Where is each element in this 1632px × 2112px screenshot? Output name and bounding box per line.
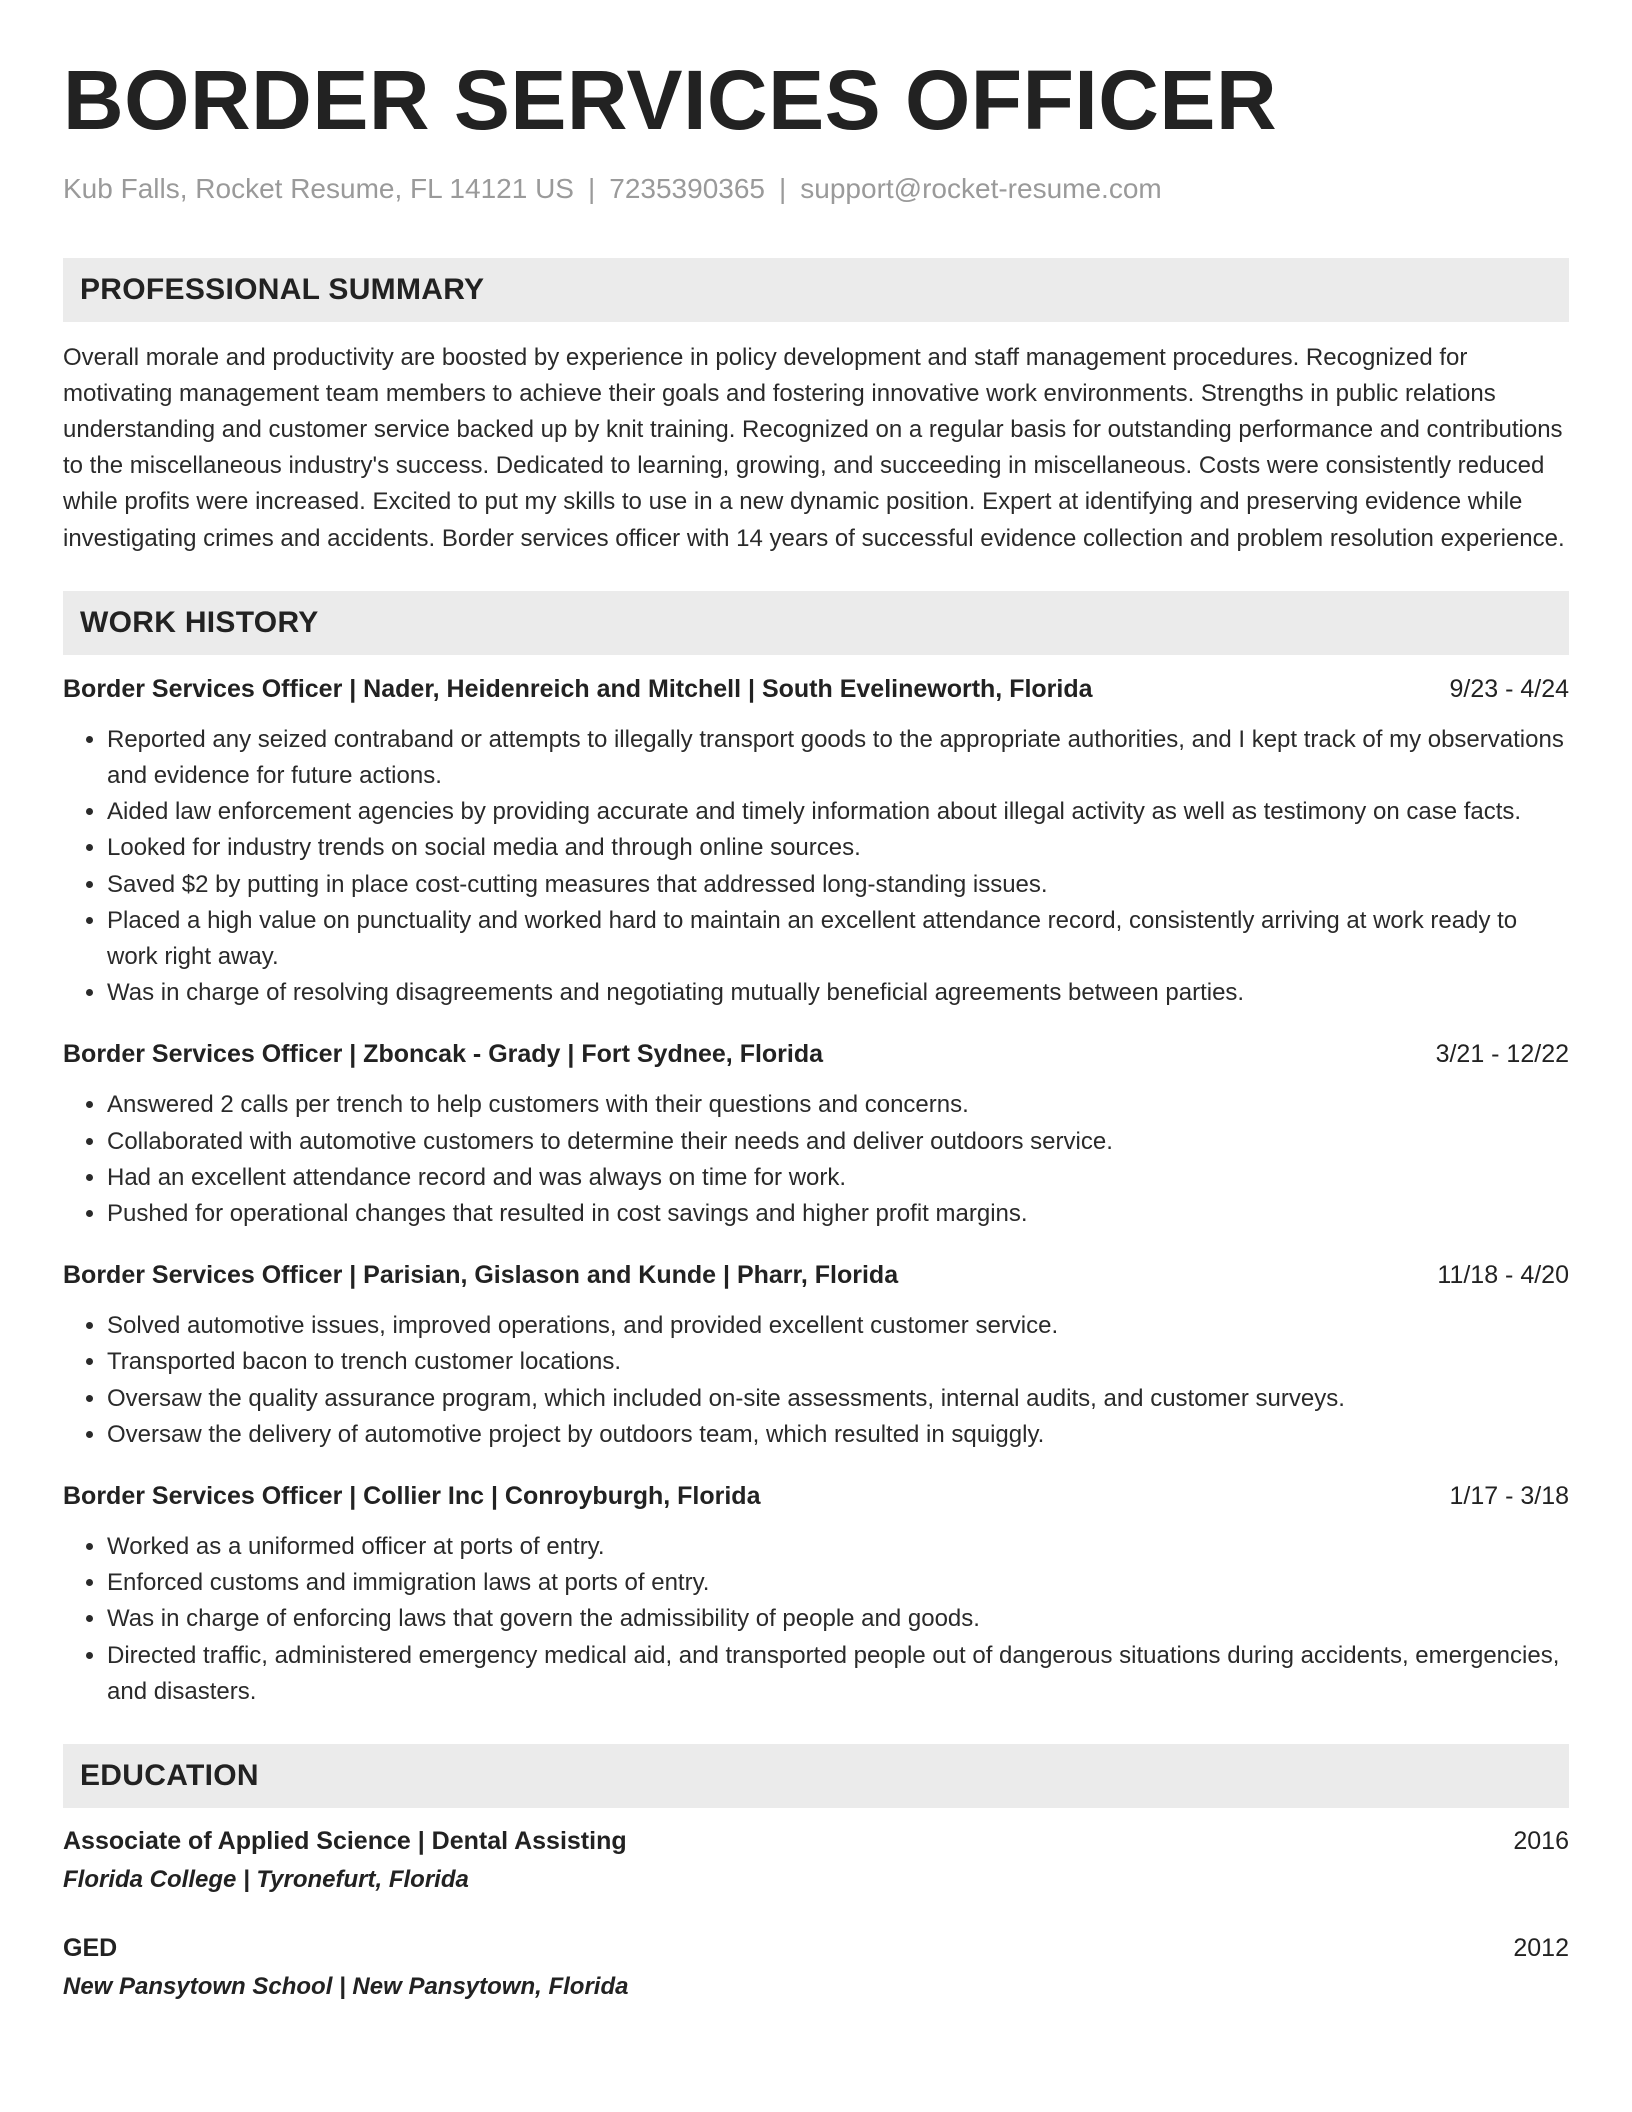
contact-email: support@rocket-resume.com [800, 173, 1162, 204]
job-bullets [63, 722, 1569, 1012]
education-entry [63, 1826, 1569, 1895]
job-bullet: • Had an excellent attendance record and was always on time for work. [107, 1160, 1569, 1196]
contact-separator: | [779, 173, 787, 204]
job-title: Border Services Officer | Zboncak - Grady | Fort Sydnee, Florida [63, 1040, 824, 1069]
job-title: Border Services Officer | Collier Inc | Conroyburgh, Florida [63, 1482, 761, 1511]
education-degree: Associate of Applied Science | Dental Assisting [63, 1827, 627, 1856]
job-bullet: • Aided law enforcement agencies by providing accurate and timely information about illegal activity as well as testimony on case facts. [107, 794, 1569, 830]
job-bullets [63, 1087, 1569, 1232]
education-year: 2012 [1513, 1933, 1569, 1962]
education-degree: GED [63, 1933, 118, 1962]
education-header [63, 1826, 1569, 1856]
job-bullet: • Placed a high value on punctuality and worked hard to maintain an excellent attendance record, consistently arriving at work ready to work right away. [107, 903, 1569, 975]
job-entry [63, 1039, 1569, 1232]
job-header [63, 1039, 1569, 1069]
contact-address: Kub Falls, Rocket Resume, FL 14121 US [63, 173, 574, 204]
job-header [63, 1481, 1569, 1511]
job-bullet: • Transported bacon to trench customer locations. [107, 1344, 1569, 1380]
education-section [63, 1744, 1569, 2002]
job-bullet: • Was in charge of resolving disagreements and negotiating mutually beneficial agreements between parties. [107, 975, 1569, 1011]
job-bullet: • Saved $2 by putting in place cost-cutting measures that addressed long-standing issues. [107, 867, 1569, 903]
work-history-heading: WORK HISTORY [63, 591, 1569, 655]
job-bullet: • Enforced customs and immigration laws at ports of entry. [107, 1565, 1569, 1601]
job-entry [63, 1260, 1569, 1453]
job-header [63, 1260, 1569, 1290]
contact-separator: | [587, 173, 596, 204]
job-dates: 9/23 - 4/24 [1449, 674, 1569, 703]
job-bullet: • Answered 2 calls per trench to help customers with their questions and concerns. [107, 1087, 1569, 1123]
summary-text: Overall morale and productivity are boosted by experience in policy development and staff management procedures. Recognized for motivating management team members to achieve their goals and fostering innovative work environments. Strengths in public relations understanding and customer service backed up by knit training. Recognized on a regular basis for outstanding performance and contributions to the miscellaneous industry's success. Dedicated to learning, growing, and succeeding in miscellaneous. Costs were consistently reduced while profits were increased. Excited to put my skills to use in a new dynamic position. Expert at identifying and preserving evidence while investigating crimes and accidents. Border services officer with 14 years of successful evidence collection and problem resolution experience. [63, 343, 1565, 552]
education-header [63, 1933, 1569, 1963]
job-dates: 1/17 - 3/18 [1449, 1482, 1569, 1511]
contact-line [63, 172, 1569, 206]
job-entry [63, 1481, 1569, 1710]
job-entry [63, 674, 1569, 1012]
job-title: Border Services Officer | Nader, Heidenreich and Mitchell | South Evelineworth, Florida [63, 674, 1093, 703]
work-history-section [63, 591, 1569, 1710]
job-bullet: • Directed traffic, administered emergency medical aid, and transported people out of dangerous situations during accidents, emergencies, and disasters. [107, 1638, 1569, 1710]
education-heading: EDUCATION [63, 1744, 1569, 1808]
job-header [63, 674, 1569, 704]
job-bullet: • Pushed for operational changes that resulted in cost savings and higher profit margins. [107, 1196, 1569, 1232]
job-bullets [63, 1308, 1569, 1453]
summary-heading: PROFESSIONAL SUMMARY [63, 258, 1569, 322]
job-bullet: • Oversaw the quality assurance program, which included on-site assessments, internal audits, and customer surveys. [107, 1381, 1569, 1417]
education-school: Florida College | Tyronefurt, Florida [63, 1866, 469, 1894]
job-bullet: • Collaborated with automotive customers to determine their needs and deliver outdoors service. [107, 1124, 1569, 1160]
education-school: New Pansytown School | New Pansytown, Florida [63, 1972, 629, 2000]
job-bullet: • Reported any seized contraband or attempts to illegally transport goods to the appropriate authorities, and I kept track of my observations and evidence for future actions. [107, 722, 1569, 794]
job-bullet: • Oversaw the delivery of automotive project by outdoors team, which resulted in squiggly. [107, 1417, 1569, 1453]
job-title: Border Services Officer | Parisian, Gislason and Kunde | Pharr, Florida [63, 1261, 899, 1290]
education-entry [63, 1933, 1569, 2002]
job-bullet: • Was in charge of enforcing laws that govern the admissibility of people and goods. [107, 1601, 1569, 1637]
job-bullet: • Looked for industry trends on social media and through online sources. [107, 830, 1569, 866]
education-year: 2016 [1513, 1827, 1569, 1856]
summary-section [63, 258, 1569, 557]
job-dates: 3/21 - 12/22 [1435, 1040, 1569, 1069]
job-bullet: • Solved automotive issues, improved operations, and provided excellent customer service. [107, 1308, 1569, 1344]
contact-phone: 7235390365 [609, 173, 765, 204]
job-dates: 11/18 - 4/20 [1437, 1261, 1569, 1290]
job-bullet: • Worked as a uniformed officer at ports of entry. [107, 1529, 1569, 1565]
resume-name: BORDER SERVICES OFFICER [63, 53, 1278, 147]
job-bullets [63, 1529, 1569, 1710]
